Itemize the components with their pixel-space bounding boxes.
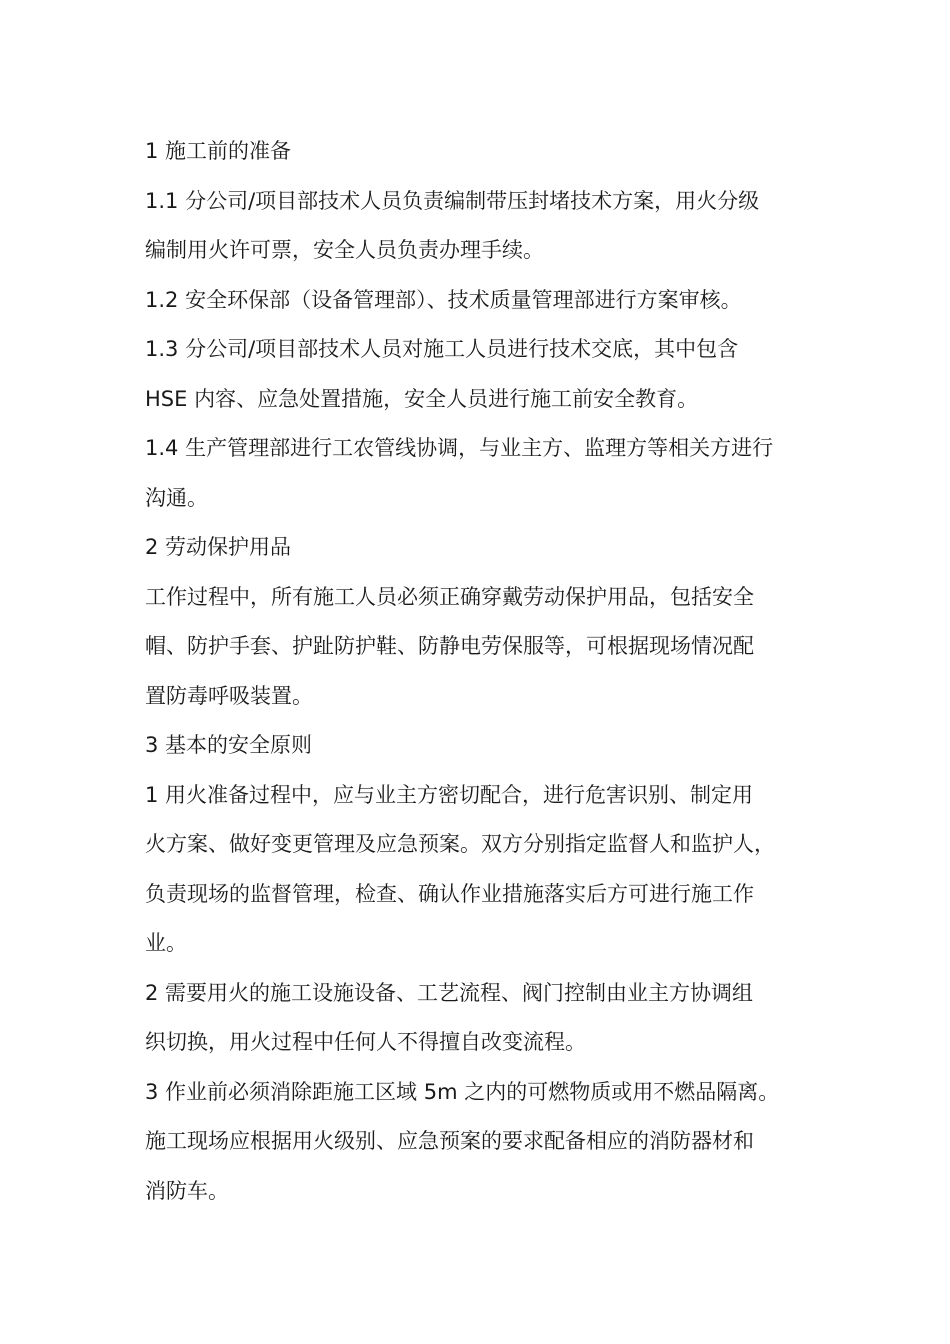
paragraph-line: 3 作业前必须消除距施工区域 5m 之内的可燃物质或用不燃品隔离。 [145, 1079, 780, 1104]
paragraph-line: 1.3 分公司/项目部技术人员对施工人员进行技术交底，其中包含 [145, 337, 739, 361]
paragraph-line: 织切换，用火过程中任何人不得擅自改变流程。 [145, 1030, 586, 1054]
paragraph-line: 编制用火许可票，安全人员负责办理手续。 [145, 238, 544, 262]
paragraph-line: 1.4 生产管理部进行工农管线协调，与业主方、监理方等相关方进行 [145, 436, 774, 460]
paragraph-line: 置防毒呼吸装置。 [145, 683, 313, 708]
paragraph-line: 2 需要用火的施工设施设备、工艺流程、阀门控制由业主方协调组 [145, 980, 754, 1005]
section-heading-3: 3 基本的安全原则 [145, 733, 313, 757]
section-heading-1: 1 施工前的准备 [145, 139, 292, 163]
paragraph-line: 施工现场应根据用火级别、应急预案的要求配备相应的消防器材和 [145, 1129, 754, 1153]
paragraph-line: HSE 内容、应急处置措施，安全人员进行施工前安全教育。 [145, 386, 699, 411]
paragraph-line: 1 用火准备过程中，应与业主方密切配合，进行危害识别、制定用 [145, 782, 754, 807]
paragraph-line: 1.1 分公司/项目部技术人员负责编制带压封堵技术方案，用火分级 [145, 188, 760, 213]
paragraph-line: 沟通。 [145, 485, 208, 510]
document-body [145, 127, 815, 1216]
paragraph-line: 负责现场的监督管理，检查、确认作业措施落实后方可进行施工作 [145, 881, 754, 906]
section-heading-2: 2 劳动保护用品 [145, 535, 292, 559]
paragraph-line: 消防车。 [145, 1178, 229, 1203]
paragraph-line: 工作过程中，所有施工人员必须正确穿戴劳动保护用品，包括安全 [145, 584, 754, 609]
paragraph-line: 业。 [145, 931, 187, 955]
paragraph-line: 1.2 安全环保部（设备管理部）、技术质量管理部进行方案审核。 [145, 287, 742, 312]
paragraph-line: 帽、防护手套、护趾防护鞋、防静电劳保服等，可根据现场情况配 [145, 634, 754, 658]
paragraph-line: 火方案、做好变更管理及应急预案。双方分别指定监督人和监护人， [145, 832, 775, 856]
